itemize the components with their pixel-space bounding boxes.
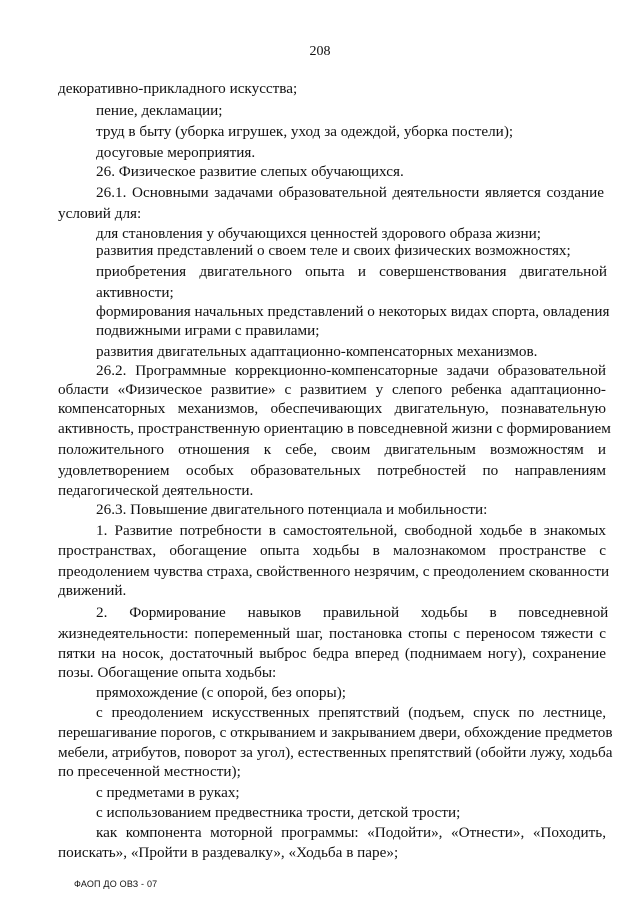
footer-label: ФАОП ДО ОВЗ - 07 bbox=[74, 879, 158, 889]
text-line: с использованием предвестника трости, детской трости; bbox=[96, 804, 461, 821]
text-line: с предметами в руках; bbox=[96, 784, 240, 801]
text-line: пространствах, обогащение опыта ходьбы в малознакомом пространстве с bbox=[58, 542, 606, 559]
text-line: положительного отношения к себе, своим двигательным возможностям и bbox=[58, 441, 606, 458]
text-line: условий для: bbox=[58, 205, 142, 222]
text-line: жизнедеятельности: попеременный шаг, постановка стопы с переносом тяжести с bbox=[58, 625, 606, 642]
text-line: активность, пространственную ориентацию в повседневной жизни с формированием bbox=[58, 420, 611, 437]
text-line: 2. Формирование навыков правильной ходьбы в повседневной bbox=[96, 604, 609, 621]
text-line: по пресеченной местности); bbox=[58, 763, 241, 780]
text-line: компенсаторных механизмов, обеспечивающих двигательную, познавательную bbox=[58, 400, 606, 417]
text-line: развития представлений о своем теле и своих физических возможностях; bbox=[96, 242, 571, 259]
text-line: подвижными играми с правилами; bbox=[96, 322, 320, 339]
text-line: активности; bbox=[96, 284, 174, 301]
text-line: досуговые мероприятия. bbox=[96, 144, 256, 161]
text-line: как компонента моторной программы: «Подойти», «Отнести», «Походить, bbox=[96, 824, 606, 841]
text-line: с преодолением искусственных препятствий (подъем, спуск по лестнице, bbox=[96, 704, 606, 721]
text-line: движений. bbox=[58, 582, 127, 599]
text-line: прямохождение (с опорой, без опоры); bbox=[96, 684, 346, 701]
text-line: мебели, атрибутов, поворот за угол), естественных препятствий (обойти лужу, ходьба bbox=[58, 744, 613, 761]
text-line: преодолением чувства страха, свойственного незрячим, с преодолением скованности bbox=[58, 563, 610, 580]
text-line: труд в быту (уборка игрушек, уход за одеждой, уборка постели); bbox=[96, 123, 514, 140]
section-heading: 26.3. Повышение двигательного потенциала и мобильности: bbox=[96, 501, 488, 518]
text-line: пятки на носок, достаточный выброс бедра вперед (поднимаем ногу), сохранение bbox=[58, 645, 606, 662]
text-line: 26.2. Программные коррекционно-компенсаторные задачи образовательной bbox=[96, 362, 606, 379]
text-line: пение, декламации; bbox=[96, 102, 223, 119]
section-heading: 26. Физическое развитие слепых обучающихся. bbox=[96, 163, 404, 180]
page-number: 208 bbox=[309, 44, 331, 59]
text-line: перешагивание порогов, с открыванием и закрыванием двери, обхождение предметов bbox=[58, 724, 613, 741]
text-line: для становления у обучающихся ценностей здорового образа жизни; bbox=[96, 225, 541, 242]
text-line: педагогической деятельности. bbox=[58, 482, 254, 499]
text-line: 26.1. Основными задачами образовательной деятельности является создание bbox=[96, 184, 604, 201]
text-line: приобретения двигательного опыта и совершенствования двигательной bbox=[96, 263, 607, 280]
text-line: позы. Обогащение опыта ходьбы: bbox=[58, 664, 277, 681]
text-line: удовлетворением особых образовательных потребностей по направлениям bbox=[58, 462, 606, 479]
text-line: поискать», «Пройти в раздевалку», «Ходьба в паре»; bbox=[58, 844, 399, 861]
text-line: 1. Развитие потребности в самостоятельной, свободной ходьбе в знакомых bbox=[96, 522, 606, 539]
text-line: развития двигательных адаптационно-компенсаторных механизмов. bbox=[96, 343, 538, 360]
text-line: декоративно-прикладного искусства; bbox=[58, 80, 298, 97]
text-line: формирования начальных представлений о некоторых видах спорта, овладения bbox=[96, 303, 610, 320]
text-line: области «Физическое развитие» с развитием у слепого ребенка адаптационно- bbox=[58, 381, 606, 398]
